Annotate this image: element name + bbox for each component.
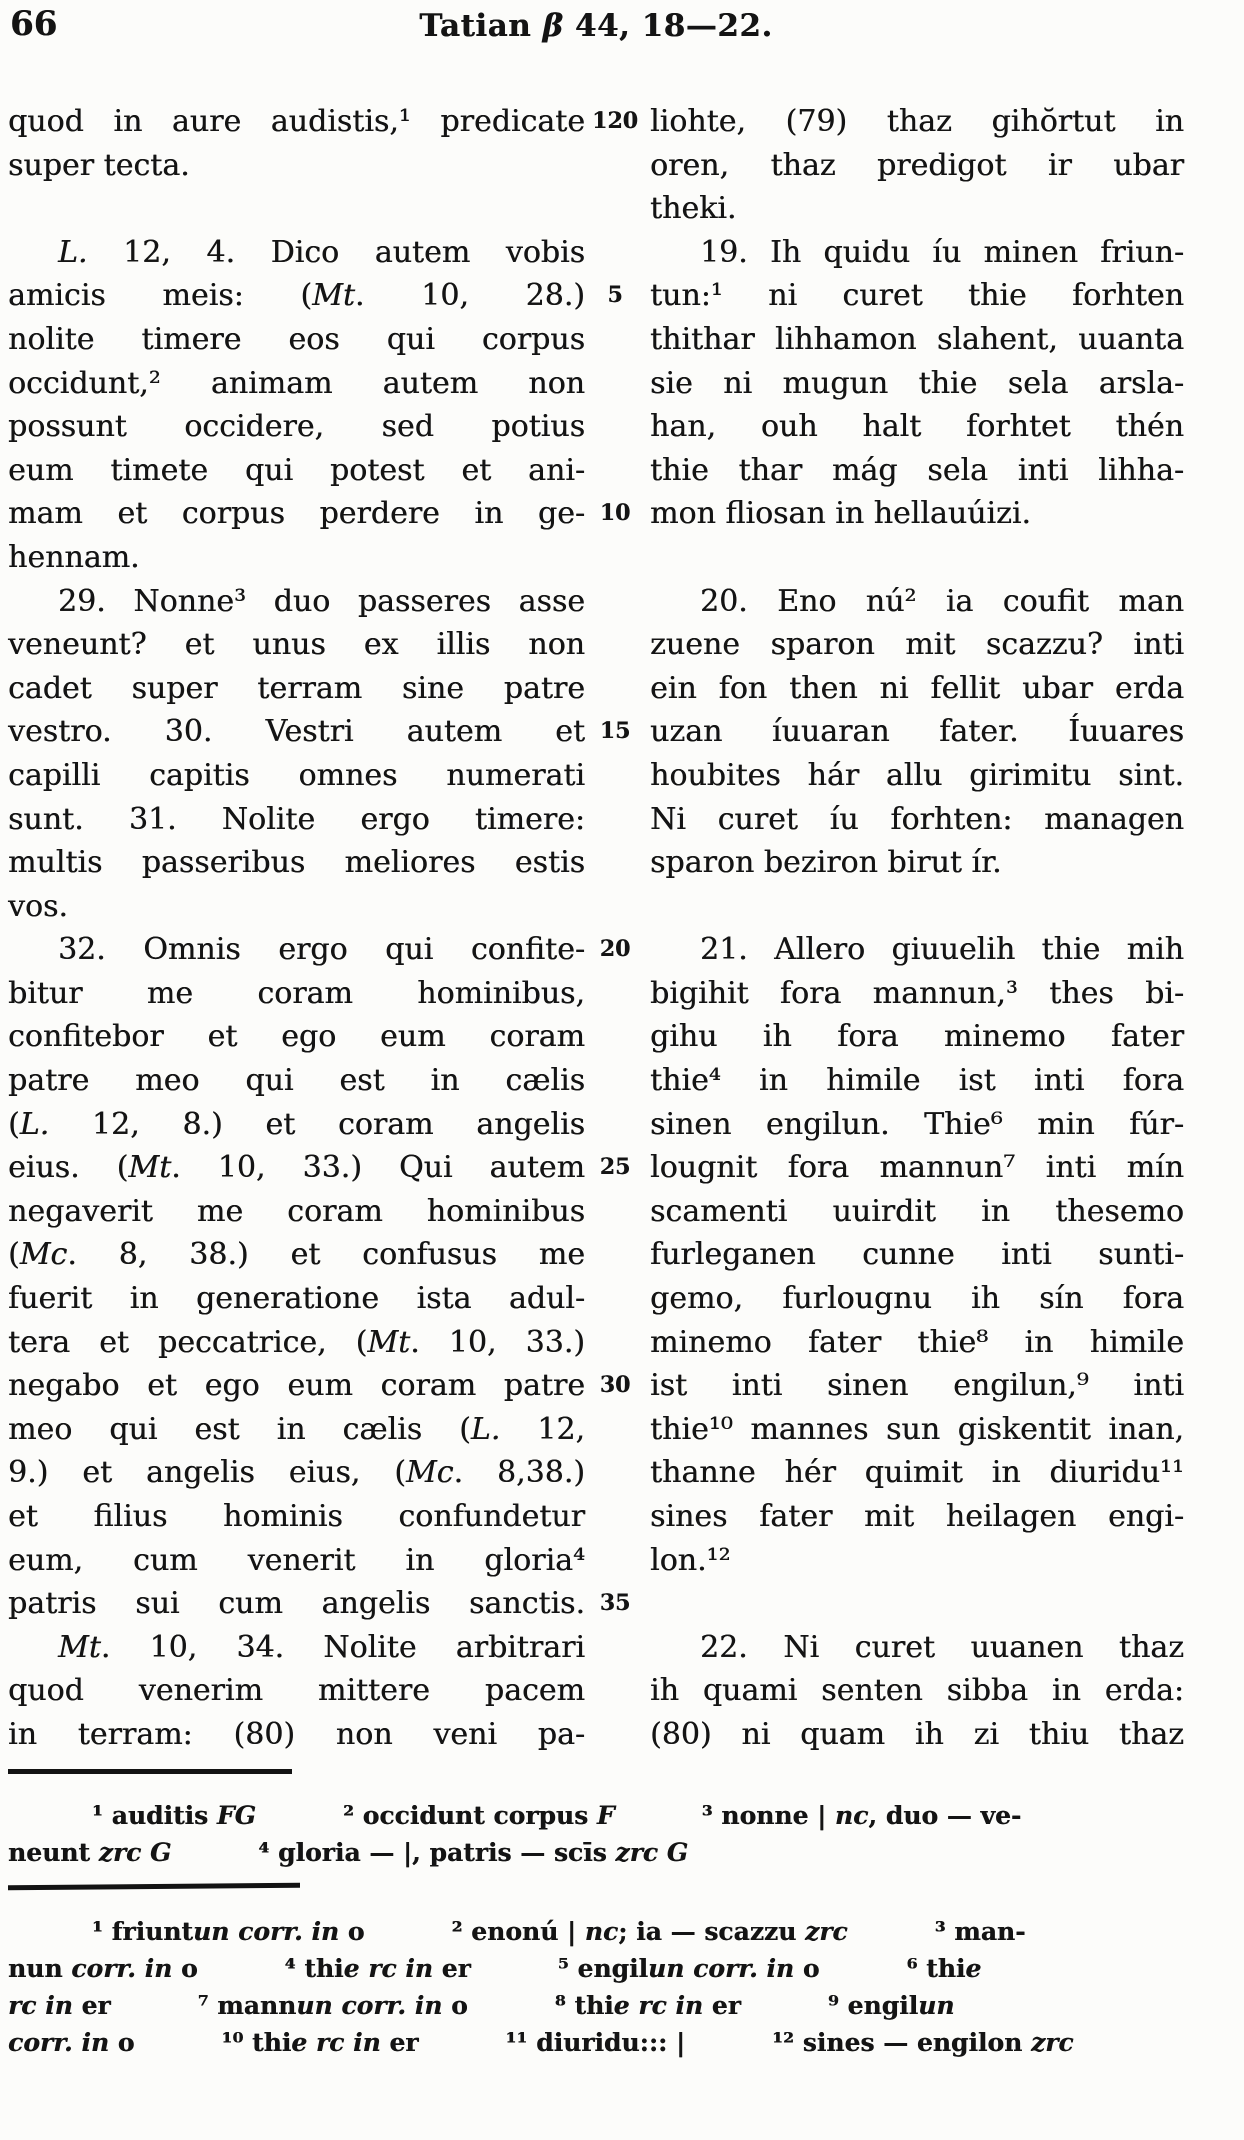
latin-text-line: super tecta. [8,147,190,183]
footnote-block-1 [8,1797,1184,1871]
latin-text-line: eum, cum venerit in gloria⁴ [8,1542,585,1578]
ohg-text-line: thie thar mág sela inti lihha- [650,452,1184,488]
ohg-text-line: thie⁴ in himile ist inti fora [650,1063,1184,1099]
footnote-line: neunt zrc G ⁴ gloria — |, patris — scīs zrc G [8,1838,689,1867]
ohg-text-line: sparon beziron birut ír. [650,845,1002,881]
latin-text-line: tera et peccatrice, (Mt. 10, 33.) [8,1324,585,1360]
ohg-text-line: 21. Allero giuuelih thie mih [700,932,1184,968]
ohg-text-line: han, ouh halt forhtet thén [650,409,1184,445]
page-number: 66 [10,4,58,44]
ohg-text-line [650,536,1184,580]
ohg-text-line: thanne hér quimit in diuridu¹¹ [650,1455,1184,1491]
edition-line-number: 25 [599,1154,631,1181]
latin-text-line: (L. 12, 8.) et coram angelis [8,1106,585,1142]
latin-text-line: L. 12, 4. Dico autem vobis [58,234,585,270]
ohg-text-line: thie¹⁰ mannes sun giskentit inan, [650,1411,1184,1447]
ohg-text-line: (80) ni quam ih zi thiu thaz [650,1716,1184,1752]
ohg-text-line: liohte, (79) thaz gihŏrtut in [650,104,1184,139]
ohg-text-line: oren, thaz predigot ir ubar [650,147,1184,183]
ohg-text-line: thithar lihhamon slahent, uuanta [650,321,1184,357]
ohg-text-line: ein fon then ni fellit ubar erda [650,670,1184,706]
footnote-block-2 [8,1913,1184,2061]
latin-text-line: multis passeribus meliores estis [8,845,585,881]
ohg-text-line: uzan íuuaran fater. Íuuares [650,714,1184,750]
ohg-text-line: 20. Eno nú² ia coufit man [700,583,1184,619]
ohg-text-line: houbites hár allu girimitu sint. [650,757,1184,793]
latin-text-line: 9.) et angelis eius, (Mc. 8,38.) [8,1455,585,1491]
latin-text-line: sunt. 31. Nolite ergo timere: [8,801,585,837]
latin-text-line: Mt. 10, 34. Nolite arbitrari [58,1629,585,1665]
ohg-text-line: ih quami senten sibba in erda: [650,1673,1184,1709]
ohg-text-line: 19. Ih quidu íu minen friun- [700,234,1184,270]
latin-text-line: et filius hominis confundetur [8,1499,585,1534]
ohg-text-line: theki. [650,191,737,227]
latin-text-line: vestro. 30. Vestri autem et [8,714,585,750]
latin-text-line: veneunt? et unus ex illis non [8,627,585,663]
footnote-line: corr. in o ¹⁰ thie rc in er ¹¹ diuridu::: | ¹² sines — engilon zrc [8,2028,1074,2057]
latin-text-line: in terram: (80) non veni pa- [8,1716,585,1752]
latin-text-line: 32. Omnis ergo qui confite- [58,932,585,968]
latin-text-line: quod in aure audistis,¹ predicate [8,104,585,139]
edition-line-number: 35 [599,1590,631,1617]
footnote-line: rc in er ⁷ mannun corr. in o ⁸ thie rc in er ⁹ engilun [8,1991,955,2020]
latin-text-line: confitebor et ego eum coram [8,1019,585,1055]
latin-text-line: bitur me coram hominibus, [8,975,585,1011]
latin-text-line: eum timete qui potest et ani- [8,452,585,488]
latin-column [8,100,585,1757]
latin-text-line: negaverit me coram hominibus [8,1193,585,1229]
latin-text-line: 29. Nonne³ duo passeres asse [58,583,585,619]
latin-text-line: patre meo qui est in cælis [8,1063,585,1099]
edition-line-number: 20 [599,936,631,963]
ohg-text-line [650,1582,1184,1626]
latin-text-line: meo qui est in cælis (L. 12, [8,1411,585,1447]
footnote-line: ¹ friuntun corr. in o ² enonú | nc; ia — scazzu zrc ³ man- [92,1917,1026,1946]
latin-text-line: cadet super terram sine patre [8,670,585,706]
ohg-text-line: 22. Ni curet uuanen thaz [700,1629,1184,1665]
ohg-text-line: gihu ih fora minemo fater [650,1019,1184,1055]
edition-line-number: 5 [607,282,623,309]
ohg-text-line [650,885,1184,929]
ohg-text-line: mon fliosan in hellauúizi. [650,496,1031,532]
ohg-text-line: lougnit fora mannun⁷ inti mín [650,1150,1184,1186]
latin-text-line: mam et corpus perdere in ge- [8,496,585,532]
ohg-text-line: Ni curet íu forhten: managen [650,801,1184,837]
footnote-separator-2 [8,1883,300,1891]
footnote-line: nun corr. in o ⁴ thie rc in er ⁵ engilun corr. in o ⁶ thie [8,1954,982,1983]
latin-text-line: eius. (Mt. 10, 33.) Qui autem [8,1150,586,1186]
footnote-separator-1 [8,1769,292,1774]
ohg-text-line: tun:¹ ni curet thie forhten [650,278,1184,314]
ohg-text-line: zuene sparon mit scazzu? inti [650,627,1184,663]
latin-text-line [8,187,585,231]
latin-text-line: amicis meis: (Mt. 10, 28.) [8,278,585,314]
ohg-text-line: sines fater mit heilagen engi- [650,1499,1184,1534]
latin-text-line: vos. [8,888,68,924]
ohg-text-line: sie ni mugun thie sela arsla- [650,365,1184,401]
footnote-line: ¹ auditis FG ² occidunt corpus F ³ nonne | nc, duo — ve- [92,1801,1022,1830]
latin-text-line: patris sui cum angelis sanctis. [8,1586,585,1622]
edition-line-number: 120 [592,108,638,134]
latin-text-line: nolite timere eos qui corpus [8,321,585,357]
edition-line-number: 30 [599,1372,631,1399]
latin-text-line: hennam. [8,539,140,575]
page-title: Tatian β 44, 18—22. [419,8,773,44]
latin-text-line: fuerit in generatione ista adul- [8,1281,585,1317]
latin-text-line: (Mc. 8, 38.) et confusus me [8,1237,585,1273]
ohg-text-line: sinen engilun. Thie⁶ min fúr- [650,1106,1184,1142]
ohg-text-line: lon.¹² [650,1542,731,1578]
latin-text-line: negabo et ego eum coram patre [8,1368,585,1404]
latin-text-line: possunt occidere, sed potius [8,409,585,445]
ohg-text-line: ist inti sinen engilun,⁹ inti [650,1368,1184,1404]
latin-text-line: capilli capitis omnes numerati [8,757,585,793]
ohg-text-line: furleganen cunne inti sunti- [650,1237,1184,1273]
ohg-text-line: scamenti uuirdit in thesemo [650,1193,1184,1229]
edition-line-number: 10 [599,500,631,527]
latin-text-line: occidunt,² animam autem non [8,365,585,401]
latin-text-line: quod venerim mittere pacem [8,1673,585,1709]
ohg-column [650,100,1184,1757]
ohg-text-line: bigihit fora mannun,³ thes bi- [650,975,1184,1011]
ohg-text-line: gemo, furlougnu ih sín fora [650,1281,1184,1317]
ohg-text-line: minemo fater thie⁸ in himile [650,1324,1184,1360]
edition-line-number: 15 [599,718,631,745]
